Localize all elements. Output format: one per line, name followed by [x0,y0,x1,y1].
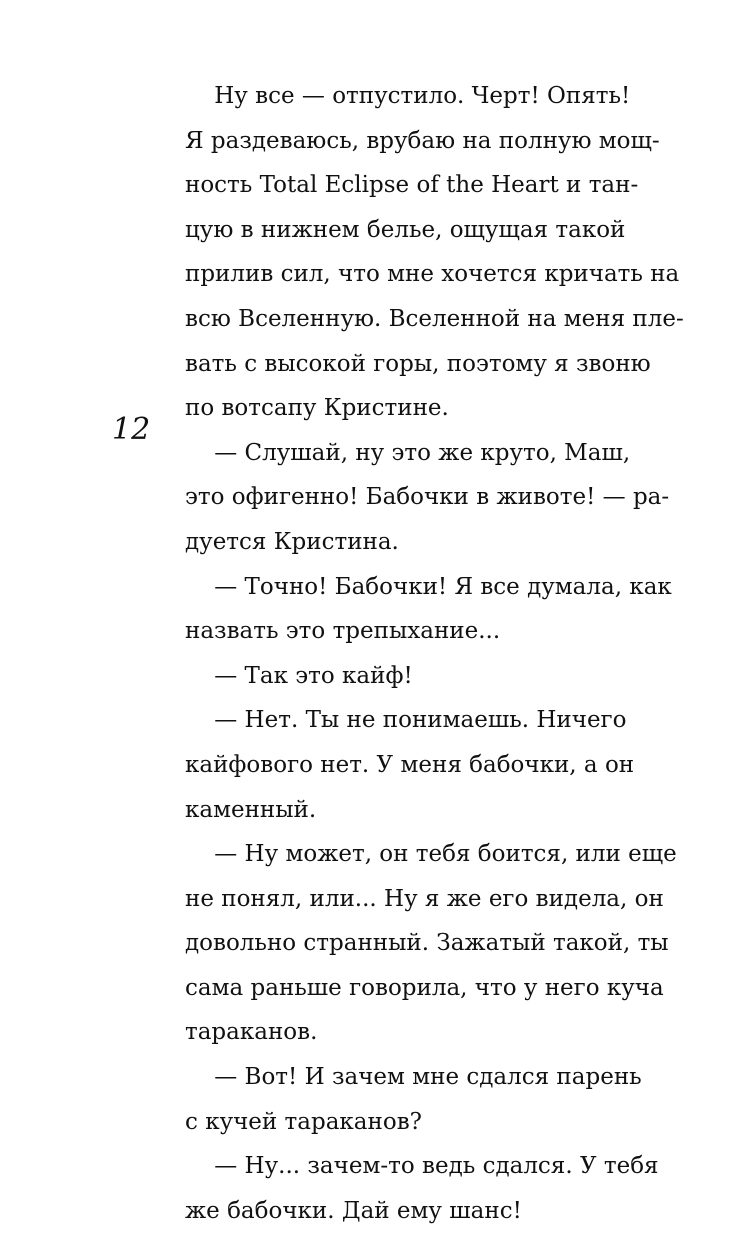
text-line: — Нет. Ты не понимаешь. Ничего [185,707,627,734]
text-line: сама раньше говорила, что у него куча [185,974,664,1001]
text-line: — Точно! Бабочки! Я все думала, как [185,573,672,600]
text-line: — Ну может, он тебя боится, или еще [185,841,677,868]
text-line: с кучей тараканов? [185,1108,422,1135]
text-line: — Так это кайф! [185,662,413,689]
text-line: — Вот! И зачем мне сдался парень [185,1064,642,1091]
text-line: кайфового нет. У меня бабочки, а он [185,751,635,778]
text-line: довольно странный. Зажатый такой, ты [185,930,669,957]
text-line: же бабочки. Дай ему шанс! [185,1197,522,1224]
text-line: назвать это трепыхание... [185,618,501,645]
page-text [185,74,684,1233]
text-line: Ну все — отпустило. Черт! Опять! [185,83,631,109]
text-line: прилив сил, что мне хочется кричать на [185,261,680,288]
text-line: цую в нижнем белье, ощущая такой [185,216,626,243]
text-line: вать с высокой горы, поэтому я звоню [185,350,651,377]
text-line: — Ну... зачем-то ведь сдался. У тебя [185,1153,659,1180]
page-number: 12 [112,412,151,447]
text-line: всю Вселенную. Вселенной на меня пле- [185,305,684,332]
text-line: ность Total Eclipse of the Heart и тан- [185,172,639,199]
text-line: тараканов. [185,1019,318,1046]
text-line: — Слушай, ну это же круто, Маш, [185,439,631,466]
text-line: каменный. [185,796,317,823]
text-line: по вотсапу Кристине. [185,395,449,422]
text-line: дуется Кристина. [185,528,399,555]
text-line: не понял, или... Ну я же его видела, он [185,885,664,912]
text-line: Я раздеваюсь, врубаю на полную мощ- [185,127,660,154]
text-line: это офигенно! Бабочки в животе! — ра- [185,484,670,511]
